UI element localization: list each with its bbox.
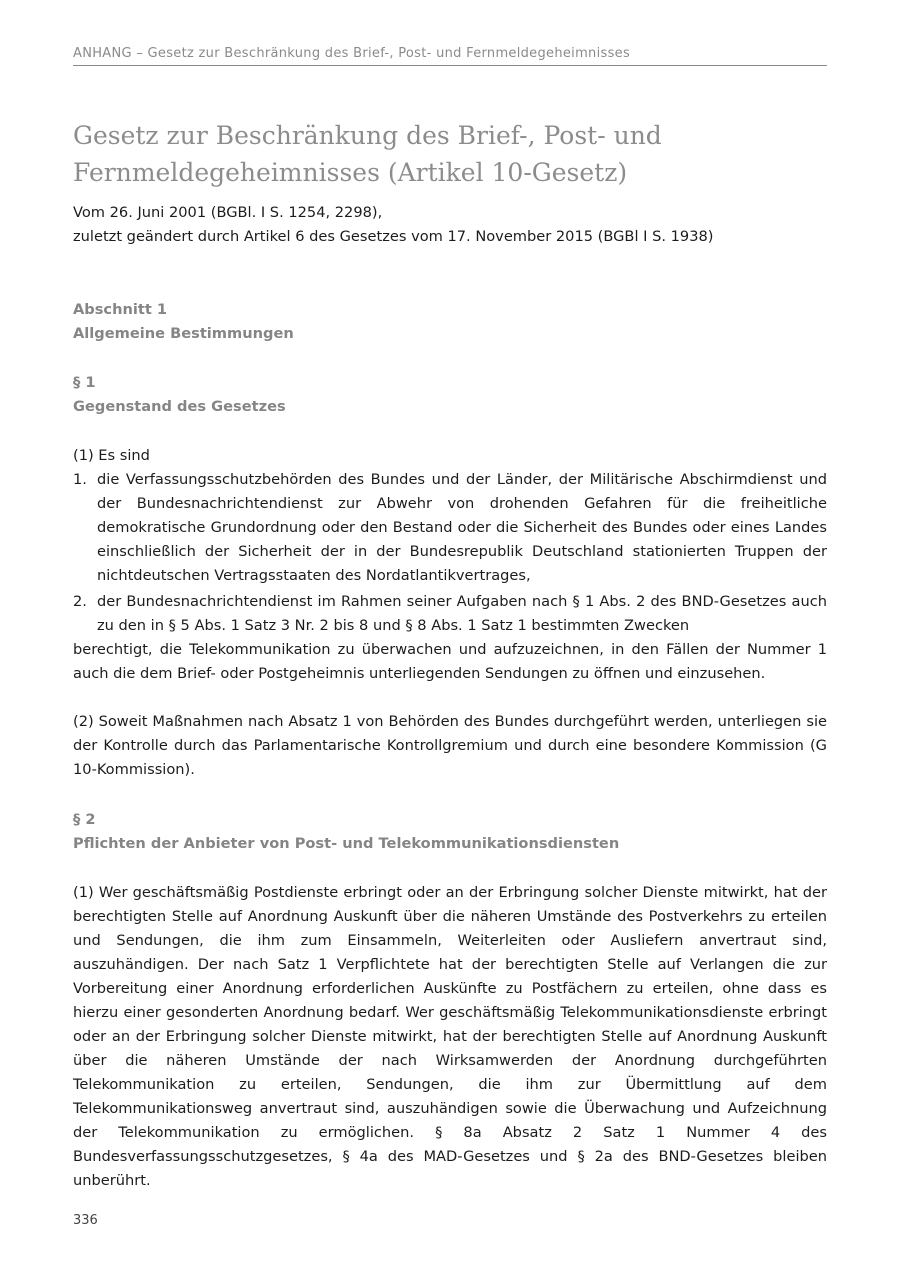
list-item — [73, 590, 827, 638]
paragraph-1-intro: (1) Es sind — [73, 447, 150, 464]
paragraph-1-closing: berechtigt, die Telekommunikation zu überwachen und aufzuzeichnen, in den Fällen der Nummer 1 auch die dem Brief- oder Postgeheimnis unterliegenden Sendungen zu öffnen und einzusehen. — [73, 641, 827, 682]
paragraph-2-title: Pflichten der Anbieter von Post- und Telekommunikationsdiensten — [73, 835, 620, 852]
paragraph-2-label: § 2 — [73, 811, 96, 828]
paragraph-1-title: Gegenstand des Gesetzes — [73, 398, 286, 415]
dateline-line-1: Vom 26. Juni 2001 (BGBl. I S. 1254, 2298), — [73, 204, 383, 221]
list-item-text: der Bundesnachrichtendienst im Rahmen seiner Aufgaben nach § 1 Abs. 2 des BND-Gesetzes auch zu den in § 5 Abs. 1 Satz 3 Nr. 2 bis 8 und § 8 Abs. 1 Satz 1 bestimmten Zwecken — [97, 593, 827, 634]
paragraph-1-heading — [73, 371, 827, 419]
paragraph-1-label: § 1 — [73, 374, 96, 391]
paragraph-1-absatz-2: (2) Soweit Maßnahmen nach Absatz 1 von Behörden des Bundes durchgeführt werden, unterliegen sie der Kontrolle durch das Parlamentarische Kontrollgremium und durch eine besondere Kommission (G 10-Kommission). — [73, 713, 827, 778]
dateline-line-2: zuletzt geändert durch Artikel 6 des Gesetzes vom 17. November 2015 (BGBl I S. 1938) — [73, 228, 714, 245]
list-item-text: die Verfassungsschutzbehörden des Bundes und der Länder, der Militärische Abschirmdienst und der Bundesnachrichtendienst zur Abwehr von drohenden Gefahren für die freiheitliche demokratische Grundordnung oder den Bestand oder die Sicherheit des Bundes oder eines Landes einschließlich der Sicherheit der in der Bundesrepublik Deutschland stationierten Truppen der nichtdeutschen Vertragsstaaten des Nordatlantikvertrages, — [97, 471, 827, 584]
paragraph-2-heading — [73, 808, 827, 856]
list-item — [73, 468, 827, 588]
running-header: ANHANG – Gesetz zur Beschränkung des Brief-, Post- und Fernmeldegeheimnisses — [73, 46, 827, 66]
page-number: 336 — [73, 1213, 98, 1228]
section-label: Abschnitt 1 — [73, 301, 168, 318]
law-title — [73, 117, 827, 191]
paragraph-2-absatz-1: (1) Wer geschäftsmäßig Postdienste erbringt oder an der Erbringung solcher Dienste mitwirkt, hat der berechtigten Stelle auf Anordnung Auskunft über die näheren Umstände des Postverkehrs zu erteilen und Sendungen, die ihm zum Einsammeln, Weiterleiten oder Ausliefern anvertraut sind, auszuhändigen. Der nach Satz 1 Verpflichtete hat der berechtigten Stelle auf Verlangen die zur Vorbereitung einer Anordnung erforderlichen Auskünfte zu Postfächern zu erteilen, ohne dass es hierzu einer gesonderten Anordnung bedarf. Wer geschäftsmäßig Telekommunikationsdienste erbringt oder an der Erbringung solcher Dienste mitwirkt, hat der berechtigten Stelle auf Anordnung Auskunft über die näheren Umstände der nach Wirksamwerden der Anordnung durchgeführten Telekommunikation zu erteilen, Sendungen, die ihm zur Übermittlung auf dem Telekommunikationsweg anvertraut sind, auszuhändigen sowie die Überwachung und Aufzeichnung der Telekommunikation zu ermöglichen. § 8a Absatz 2 Satz 1 Nummer 4 des Bundesverfassungsschutzgesetzes, § 4a des MAD-Gesetzes und § 2a des BND-Gesetzes bleiben unberührt. — [73, 884, 827, 1189]
list-item-number: 1. — [73, 471, 87, 488]
dateline — [73, 201, 827, 249]
law-title-line-2: Fernmeldegeheimnisses (Artikel 10-Gesetz) — [73, 158, 628, 187]
list-item-number: 2. — [73, 593, 87, 610]
section-title: Allgemeine Bestimmungen — [73, 325, 294, 342]
section-heading — [73, 298, 827, 346]
law-title-line-1: Gesetz zur Beschränkung des Brief-, Post- und — [73, 121, 662, 150]
